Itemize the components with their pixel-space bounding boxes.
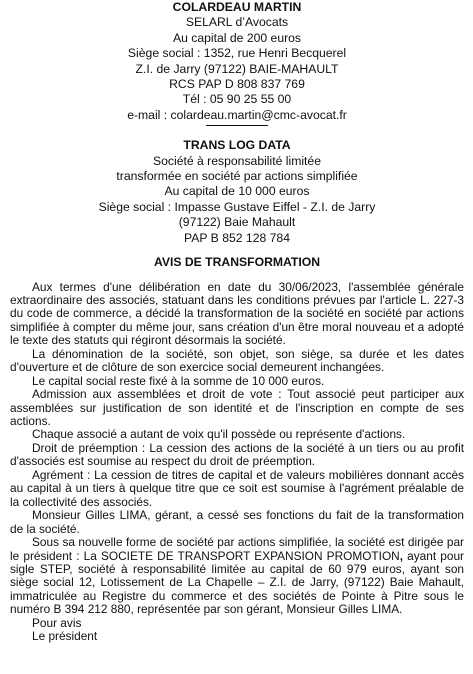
company-form-line-1: Société à responsabilité limitée (152, 153, 321, 168)
notice-paragraph: Admission aux assemblées et droit de vote : Tout associé peut participer aux assemblées sur justification de son identité et de l'inscription en compte de ses actions. (10, 387, 464, 429)
lawyer-block (10, 0, 464, 123)
notice-body (10, 281, 464, 644)
lawyer-email: e-mail : colardeau.martin@cmc-avocat.fr (127, 107, 347, 122)
president-comma: , (399, 548, 404, 563)
notice-paragraph-president (10, 536, 464, 617)
lawyer-firm: SELARL d’Avocats (185, 15, 289, 30)
company-capital: Au capital de 10 000 euros (164, 184, 310, 199)
notice-paragraph: Le capital social reste fixé à la somme de 10 000 euros. (32, 373, 325, 388)
notice-paragraph: Droit de préemption : La cession des actions de la société à un tiers ou au profit d'associés est soumise au respect du droit de préemption. (10, 440, 464, 469)
signature-president: Le président (32, 629, 98, 644)
notice-paragraph: Aux termes d'une délibération en date du 30/06/2023, l'assemblée générale extraordinaire des associés, statuant dans les conditions prévues par l'article L. 227-3 du code de commerce, a décidé la transformation de la société en société par actions simplifiée à compter du même jour, sans création d'un être moral nouveau et a adopté le texte des statuts qui régiront désormais la société. (10, 279, 464, 348)
president-text-end: ayant pour sigle STEP, société à responsabilité limitée au capital de 60 979 euros, ayant son siège social 12, Lotissement de La Chapelle – Z.I. de Jarry, (97122) Baie Mahault, immatriculée au Registre du commerce et des sociétés de Pointe à Pitre sous le numéro B 394 212 880, représentée par son gérant, Monsieur Gilles LIMA. (10, 548, 464, 617)
president-text-start: Sous sa nouvelle forme de société par actions simplifiée, la société est dirigée par le président : La SOCIETE DE TRANSPORT EXPANSION PROMOTION (10, 535, 464, 563)
notice-title: AVIS DE TRANSFORMATION (153, 255, 321, 270)
company-rcs: PAP B 852 128 784 (184, 230, 290, 245)
notice-paragraph: Chaque associé a autant de voix qu'il possède ou représente d'actions. (32, 427, 406, 442)
company-address-line-1: Siège social : Impasse Gustave Eiffel - Z.I. de Jarry (98, 199, 376, 214)
notice-paragraph: La dénomination de la société, son objet, son siège, sa durée et les dates d'ouverture et de clôture de son exercice social demeurent inchangées. (10, 346, 464, 375)
lawyer-rcs: RCS PAP D 808 837 769 (169, 77, 305, 92)
separator-rule (206, 125, 268, 126)
lawyer-address-line-2: Z.I. de Jarry (97122) BAIE-MAHAULT (135, 61, 339, 76)
lawyer-address-line-1: Siège social : 1352, rue Henri Becquerel (127, 46, 347, 61)
closing-pour-avis: Pour avis (32, 615, 82, 630)
lawyer-capital: Au capital de 200 euros (172, 30, 302, 45)
lawyer-phone: Tél : 05 90 25 55 00 (182, 92, 292, 107)
company-name: TRANS LOG DATA (183, 138, 291, 153)
lawyer-name: COLARDEAU MARTIN (172, 0, 302, 14)
company-block (10, 138, 464, 246)
notice-paragraph: Monsieur Gilles LIMA, gérant, a cessé ses fonctions du fait de la transformation de la société. (10, 508, 464, 536)
company-form-line-2: transformée en société par actions simplifiée (116, 169, 358, 184)
company-address-line-2: (97122) Baie Mahault (178, 215, 296, 230)
notice-paragraph: Agrément : La cession de titres de capital et de valeurs mobilières donnant accès au capital à un tiers à quelque titre que ce soit est soumise à l'agrément préalable de la collectivité des associés. (10, 467, 464, 509)
